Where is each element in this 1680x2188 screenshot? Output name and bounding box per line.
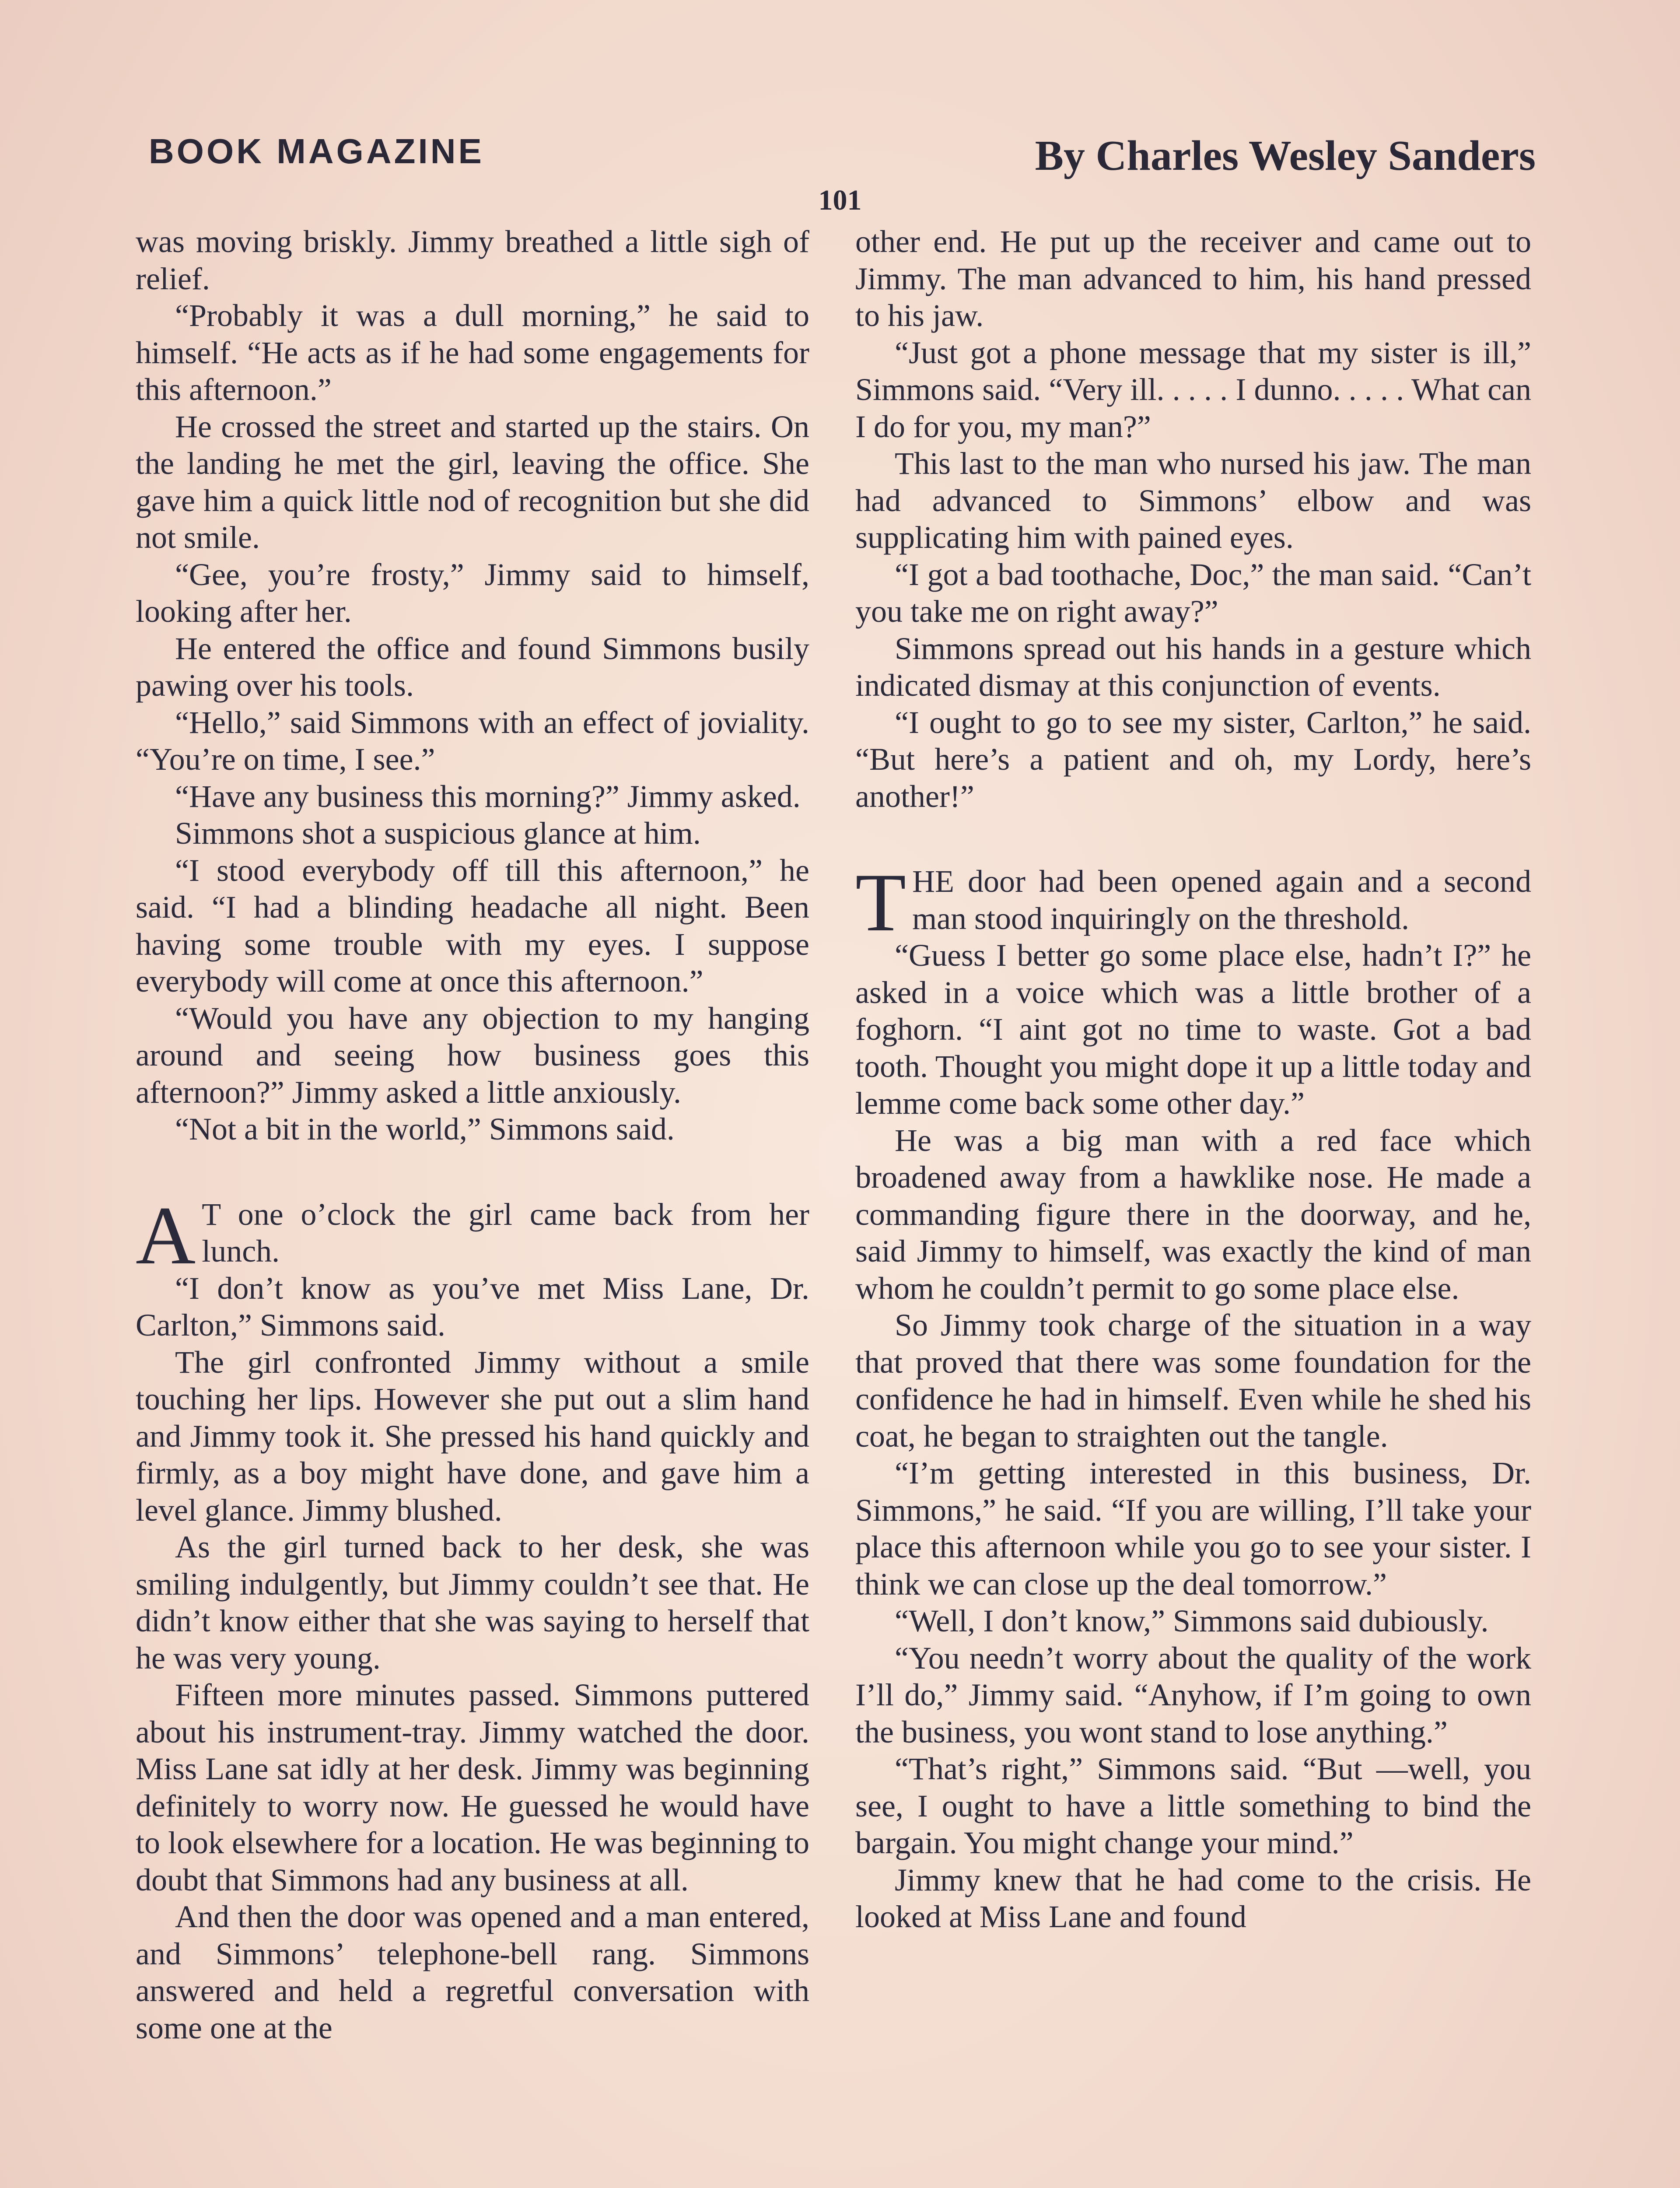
section-opening-paragraph: [136, 1189, 809, 1282]
magazine-title: BOOK MAGAZINE: [149, 132, 484, 171]
paragraph: He entered the office and found Simmons busily pawing over his tools.: [136, 631, 809, 703]
paragraph: was moving briskly. Jimmy breathed a little sigh of relief.: [136, 224, 809, 296]
paragraph: “I don’t know as you’ve met Miss Lane, Dr. Carlton,” Simmons said.: [136, 1270, 809, 1343]
paragraph: He crossed the street and started up the stairs. On the landing he met the girl, leaving the office. She gave him a quick little nod of recognition but she did not smile.: [136, 409, 809, 555]
paragraph: “I ought to go to see my sister, Carlton,” he said. “But here’s a patient and oh, my Lordy, here’s another!”: [855, 705, 1531, 814]
drop-cap: T: [855, 857, 906, 949]
drop-cap: A: [136, 1189, 196, 1282]
section-break: [855, 815, 1531, 863]
paragraph: “Well, I don’t know,” Simmons said dubiously.: [895, 1603, 1489, 1638]
paragraph: “I got a bad toothache, Doc,” the man said. “Can’t you take me on right away?”: [855, 557, 1531, 629]
paragraph: other end. He put up the receiver and came out to Jimmy. The man advanced to him, his hand pressed to his jaw.: [855, 224, 1531, 333]
paragraph: “I stood everybody off till this afternoon,” he said. “I had a blinding headache all night. Been having some trouble with my eyes. I suppose everybody will come at once this afternoon.”: [136, 852, 809, 999]
paragraph: The girl confronted Jimmy without a smile touching her lips. However she put out a slim hand and Jimmy took it. She pressed his hand quickly and firmly, as a boy might have done, and gave him a level glance. Jimmy blushed.: [136, 1344, 809, 1528]
section-break: [136, 1148, 809, 1196]
paragraph: Simmons spread out his hands in a gesture which indicated dismay at this conjunction of events.: [855, 631, 1531, 703]
paragraph: As the girl turned back to her desk, she was smiling indulgently, but Jimmy couldn’t see that. He didn’t know either that she was saying to herself that he was very young.: [136, 1529, 809, 1676]
paragraph-text: T one o’clock the girl came back from her lunch.: [202, 1196, 809, 1269]
paragraph: Fifteen more minutes passed. Simmons puttered about his instrument-tray. Jimmy watched the door. Miss Lane sat idly at her desk. Jimmy was beginning definitely to worry now. He guessed he would have to look elsewhere for a location. He was beginning to doubt that Simmons had any business at all.: [136, 1677, 809, 1897]
paragraph: “Hello,” said Simmons with an effect of joviality. “You’re on time, I see.”: [136, 705, 809, 777]
paragraph: Jimmy knew that he had come to the crisis. He looked at Miss Lane and found: [855, 1862, 1531, 1934]
left-column: [136, 223, 809, 2046]
paragraph: Simmons shot a suspicious glance at him.: [175, 816, 701, 851]
paragraph: “Have any business this morning?” Jimmy asked.: [175, 778, 801, 814]
paragraph: “Gee, you’re frosty,” Jimmy said to himself, looking after her.: [136, 557, 809, 629]
paragraph: “Would you have any objection to my hanging around and seeing how business goes this afternoon?” Jimmy asked a little anxiously.: [136, 1000, 809, 1110]
page-number: 101: [818, 184, 862, 216]
paragraph: “Guess I better go some place else, hadn’t I?” he asked in a voice which was a little brother of a foghorn. “I aint got no time to waste. Got a bad tooth. Thought you might dope it up a little today and lemme come back some other day.”: [855, 938, 1531, 1121]
paragraph-text: HE door had been opened again and a second man stood inquiringly on the threshold.: [912, 864, 1531, 936]
paragraph: And then the door was opened and a man entered, and Simmons’ telephone-bell rang. Simmons answered and held a regretful conversation with some one at the: [136, 1899, 809, 2045]
right-column: [855, 223, 1531, 1936]
author-byline: By Charles Wesley Sanders: [1035, 132, 1536, 179]
paragraph: “You needn’t worry about the quality of the work I’ll do,” Jimmy said. “Anyhow, if I’m going to own the business, you wont stand to lose anything.”: [855, 1640, 1531, 1750]
paragraph: “I’m getting interested in this business, Dr. Simmons,” he said. “If you are willing, I’ll take your place this afternoon while you go to see your sister. I think we can close up the deal tomorrow.”: [855, 1455, 1531, 1602]
paragraph: “Not a bit in the world,” Simmons said.: [175, 1112, 675, 1147]
paragraph: So Jimmy took charge of the situation in a way that proved that there was some foundation for the confidence he had in himself. Even while he shed his coat, he began to straighten out the tangle.: [855, 1308, 1531, 1454]
paragraph: He was a big man with a red face which broadened away from a hawklike nose. He made a commanding figure there in the doorway, and he, said Jimmy to himself, was exactly the kind of man whom he couldn’t permit to go some place else.: [855, 1122, 1531, 1306]
paragraph: This last to the man who nursed his jaw. The man had advanced to Simmons’ elbow and was supplicating him with pained eyes.: [855, 446, 1531, 555]
paragraph: “That’s right,” Simmons said. “But —well, you see, I ought to have a little something to bind the bargain. You might change your mind.”: [855, 1751, 1531, 1860]
paragraph: “Just got a phone message that my sister is ill,” Simmons said. “Very ill. . . . . I dunno. . . . . What can I do for you, my man?”: [855, 335, 1531, 444]
section-opening-paragraph: [855, 857, 1531, 949]
paragraph: “Probably it was a dull morning,” he said to himself. “He acts as if he had some engagements for this afternoon.”: [136, 298, 809, 407]
